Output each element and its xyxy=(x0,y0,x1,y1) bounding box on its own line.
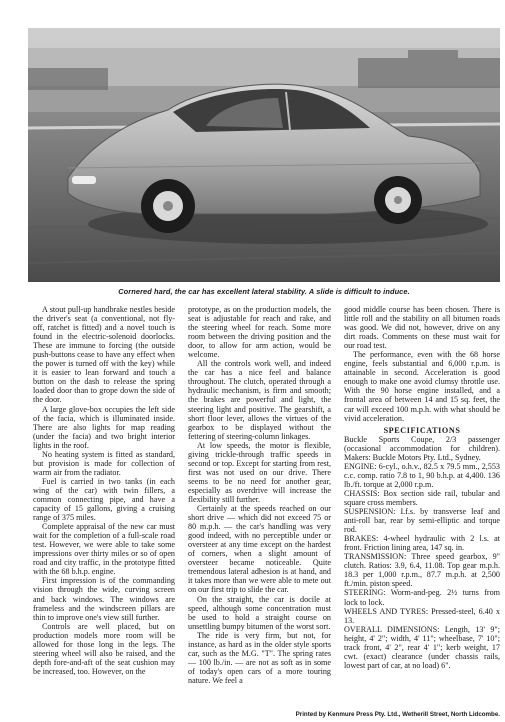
article-column-1 xyxy=(33,305,175,676)
spec-item: SUSPENSION: I.f.s. by transverse leaf and anti-roll bar, rear by semi-elliptic and torque rod. xyxy=(344,507,500,535)
spec-item: OVERALL DIMENSIONS: Length, 13' 9"; height, 4' 2"; width, 4' 11"; wheelbase, 7' 10"; track front, 4' 2", rear 4' 1"; kerb weight, 17 cwt. (exact) clearance (under chassis rails, lowest part of car, at no load) 6". xyxy=(344,624,500,670)
spec-item: BRAKES: 4-wheel hydraulic with 2 l.s. at front. Friction lining area, 147 sq. in. xyxy=(344,534,500,553)
paragraph: On the straight, the car is docile at speed, although some concentration must be used to hold a straight course on unsettling bumpy bitumen of the worst sort. xyxy=(188,594,331,631)
car-photo xyxy=(28,28,500,282)
paragraph: A large glove-box occupies the left side of the facia, which is illuminated inside. There are also lights for map reading (under the facia) and two bright interior lights in the roof. xyxy=(33,404,175,450)
paragraph: good middle course has been chosen. There is little roll and the stability on all bitumen roads was good. We did not, however, drive on any dirt roads. Comments on these must wait for our road test. xyxy=(344,305,500,351)
paragraph: First impression is of the commanding vision through the wide, curving screen and back windows. The windows are frameless and the windscreen pillars are thin to improve one's view still further. xyxy=(33,576,175,622)
spec-item: WHEELS AND TYRES: Pressed-steel, 6.40 x 13. xyxy=(344,606,500,625)
photo-caption: Cornered hard, the car has excellent lateral stability. A slide is difficult to induce. xyxy=(118,287,410,296)
paragraph: Complete appraisal of the new car must wait for the completion of a full-scale road test. However, we were able to take some impressions over thirty miles or so of open road and city traffic, in the prototype fitted with the 68 b.h.p. engine. xyxy=(33,522,175,577)
spec-item: Buckle Sports Coupe, 2/3 passenger (occasional accommodation for children). Makers: Buckle Motors Pty. Ltd., Sydney. xyxy=(344,434,500,462)
article-column-2 xyxy=(188,305,331,685)
spec-item: TRANSMISSION: Three speed gearbox, 9" clutch. Ratios: 3.9, 6.4, 11.08. Top gear m.p.h. 18.3 per 1,000 r.p.m., 87.7 m.p.h. at 2,500 ft./min. piston speed. xyxy=(344,552,500,589)
paragraph: Controls are well placed, but on production models more room will be allowed for those long in the legs. The steering wheel will also be raised, and the depth fore-and-aft of the seat cushion may be increased, too. However, on the xyxy=(33,621,175,676)
paragraph: Certainly at the speeds reached on our short drive — which did not exceed 75 or 80 m.p.h. — the car's handling was very good indeed, with no perceptible under or oversteer at any time except on the hardest of corners, when a slight amount of oversteer became noticeable. Quite tremendous lateral adhesion is at hand, and it takes more than we were able to mete out on our first trip to slide the car. xyxy=(188,504,331,595)
paragraph: All the controls work well, and indeed the car has a nice feel and balance throughout. The clutch, operated through a hydraulic mechanism, is firm and smooth; the brakes are powerful and light, the steering light and positive. The gearshift, a short floor lever, allows the virtues of the gearbox to be displayed without the fettering of steering-column linkages. xyxy=(188,359,331,441)
paragraph: The performance, even with the 68 horse engine, feels substantial and 6,000 r.p.m. is attainable in second. Acceleration is good enough to make one avoid clumsy throttle use. With the 90 horse engine installed, and a frontal area of between 14 and 15 sq. feet, the car will exceed 100 m.p.h. with what should be vivid acceleration. xyxy=(344,350,500,423)
paragraph: No heating system is fitted as standard, but provision is made for collection of warm air from the radiator. xyxy=(33,449,175,477)
paragraph: prototype, as on the production models, the seat is adjustable for reach and rake, and the steering wheel for reach. Some more room between the driving position and the door, to allow for arm action, would be welcome. xyxy=(188,305,331,360)
spec-item: ENGINE: 6-cyl., o.h.v., 82.5 x 79.5 mm., 2,553 c.c. comp. ratio 7.8 to 1, 90 b.h.p. at 4,400. 136 lb./ft. torque at 2,000 r.p.m. xyxy=(344,461,500,489)
car-photo-illustration xyxy=(28,28,500,282)
spec-item: STEERING: Worm-and-peg. 2½ turns from lock to lock. xyxy=(344,588,500,607)
paragraph: The ride is very firm, but not, for instance, as hard as in the older style sports car, such as the M.G. "T". The spring rates — 100 lb./in. — are not as soft as in some of today's open cars of a more touring nature. We feel a xyxy=(188,630,331,685)
spec-item: CHASSIS: Box section side rail, tubular and square cross members. xyxy=(344,488,500,507)
article-body xyxy=(33,305,500,705)
paragraph: Fuel is carried in two tanks (in each wing of the car) with twin fillers, a common connecting pipe, and have a capacity of 15 gallons, giving a cruising range of 375 miles. xyxy=(33,476,175,523)
specifications-heading: SPECIFICATIONS xyxy=(383,425,461,435)
paragraph: At low speeds, the motor is flexible, giving trickle-through traffic speeds in second or top. Except for starting from rest, first was not used on our drive. There seems to be no need for another gear, especially as overdrive will increase the flexibility still further. xyxy=(188,440,331,504)
paragraph: A stout pull-up handbrake nestles beside the driver's seat (a conventional, not fly-off, ratchet is fitted) and a novel touch is found in the electric-solenoid doorlocks. These are immune to forcing (the outside push-buttons cease to have any effect when the power is turned off with the key) while it is easier to lean forward and touch a button on the dash to release the spring loaded door than to grope down the side of the door. xyxy=(33,305,175,405)
printer-footer: Printed by Kenmure Press Pty. Ltd., Wetherill Street, North Lidcombe. xyxy=(295,711,500,718)
article-column-3 xyxy=(344,305,500,670)
